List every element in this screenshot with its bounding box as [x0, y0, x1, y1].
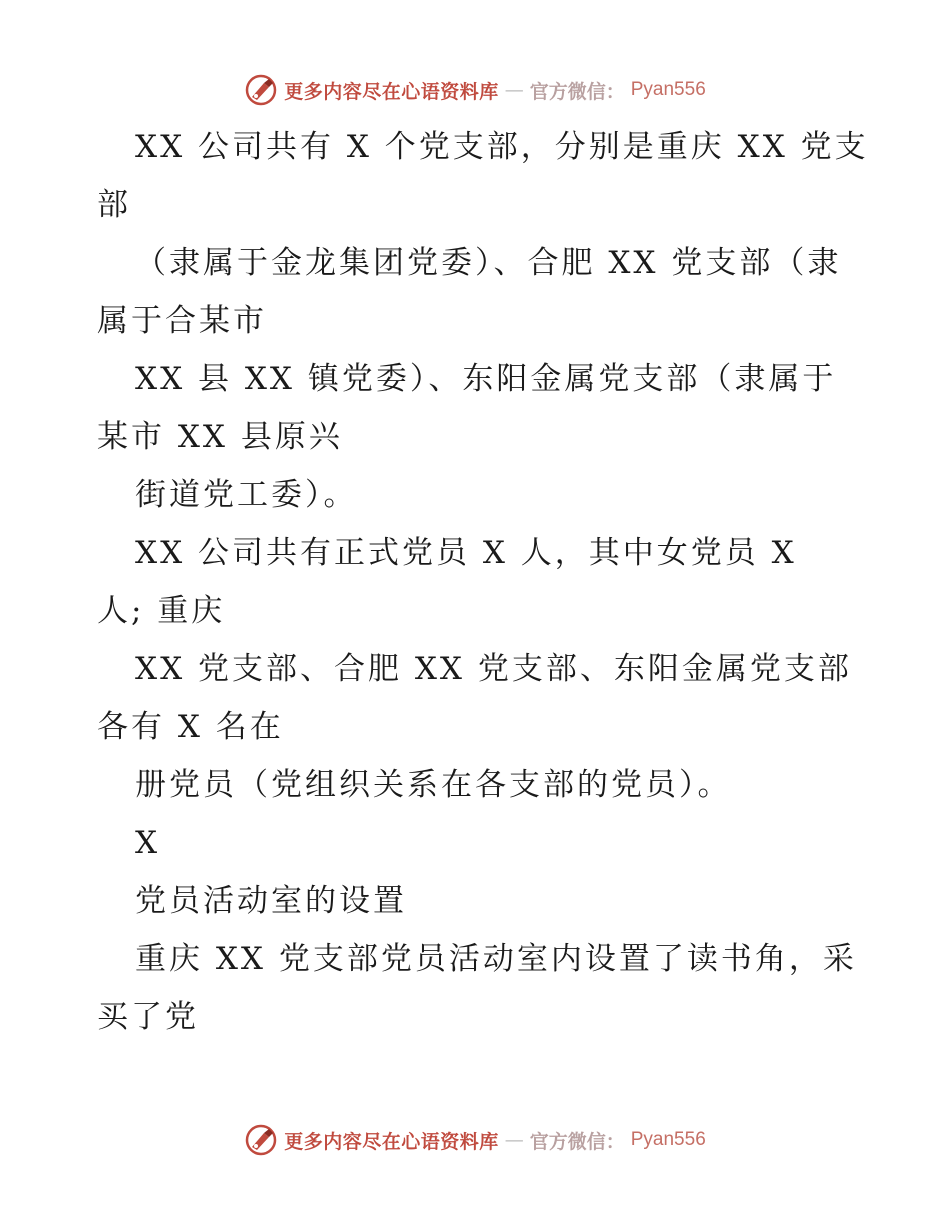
- doc-line: 某市 XX 县原兴: [97, 419, 343, 455]
- footer-banner-wechat-id: Pyan556: [630, 1129, 706, 1150]
- doc-line: 街道党工委）。: [135, 477, 358, 513]
- header-banner-wechat-label: 官方微信：: [529, 80, 625, 103]
- doc-line: XX 公司共有 X 个党支部，分别是重庆 XX 党支: [135, 129, 869, 165]
- doc-line: 属于合某市: [97, 303, 267, 339]
- footer-banner-title: 更多内容尽在心语资料库: [284, 1130, 499, 1153]
- footer-banner-content: [244, 1123, 706, 1157]
- doc-line: 册党员（党组织关系在各支部的党员）。: [135, 767, 732, 803]
- header-banner-wechat-id: Pyan556: [630, 79, 706, 100]
- header-banner-title: 更多内容尽在心语资料库: [284, 80, 499, 103]
- doc-line: X: [135, 825, 161, 861]
- header-banner-content: [244, 73, 706, 107]
- doc-line: 买了党: [97, 999, 199, 1035]
- header-banner: [0, 70, 950, 110]
- footer-banner: [0, 1120, 950, 1160]
- doc-line: 各有 X 名在: [97, 709, 284, 745]
- document-body: [97, 118, 869, 1046]
- doc-line: 人; 重庆: [97, 593, 226, 629]
- doc-line: 重庆 XX 党支部党员活动室内设置了读书角，采: [135, 941, 857, 977]
- doc-line: 部: [97, 187, 131, 223]
- footer-banner-dash: —: [504, 1129, 524, 1151]
- pen-logo-icon: [244, 1123, 278, 1157]
- doc-line: XX 党支部、合肥 XX 党支部、东阳金属党支部: [135, 651, 852, 687]
- doc-section-heading: 党员活动室的设置: [135, 883, 407, 919]
- footer-banner-wechat-label: 官方微信：: [529, 1130, 625, 1153]
- doc-line: XX 公司共有正式党员 X 人，其中女党员 X: [135, 535, 797, 571]
- header-banner-dash: —: [504, 79, 524, 101]
- doc-line: （隶属于金龙集团党委）、合肥 XX 党支部（隶: [135, 245, 842, 281]
- pen-logo-icon: [244, 73, 278, 107]
- doc-line: XX 县 XX 镇党委）、东阳金属党支部（隶属于: [135, 361, 837, 397]
